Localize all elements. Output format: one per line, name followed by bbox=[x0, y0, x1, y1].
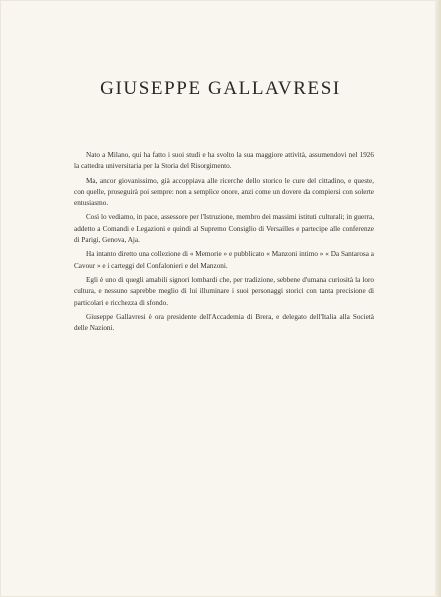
paragraph-5: Egli è uno di quegli amabili signori lombardi che, per tradizione, sebbene d'umana curiosità la loro cultura, e nessuno saprebbe meglio di lui illuminare i suoi personaggi storici con tanta precisione di particolari e ricchezza di sfondo. bbox=[74, 275, 374, 307]
paragraph-3: Così lo vediamo, in pace, assessore per l'Istruzione, membro dei massimi istituti culturali; in guerra, addetto a Comandi e Legazioni e quindi al Supremo Consiglio di Versailles e partecipe alle conferenze di Parigi, Genova, Aja. bbox=[74, 213, 374, 245]
document-body bbox=[74, 150, 374, 337]
paragraph-4: Ha intanto diretto una collezione di « Memorie » e pubblicato « Manzoni intimo » « Da Santarosa a Cavour » e i carteggi del Confalonieri e del Manzoni. bbox=[74, 250, 374, 270]
paragraph-2: Ma, ancor giovanissimo, già accoppiava alle ricerche dello storico le cure del cittadino, e queste, con quelle, proseguirà poi sempre: non a semplice onore, anzi come un dovere da compiersi con solerte entusiasmo. bbox=[74, 176, 374, 208]
paragraph-6: Giuseppe Gallavresi è ora presidente dell'Accademia di Brera, e delegato dell'Italia alla Società delle Nazioni. bbox=[74, 312, 374, 333]
page-title: GIUSEPPE GALLAVRESI bbox=[100, 78, 341, 99]
paragraph-1: Nato a Milano, qui ha fatto i suoi studi e ha svolto la sua maggiore attività, assumendovi nel 1926 la cattedra universitaria per la Storia del Risorgimento. bbox=[74, 151, 374, 171]
